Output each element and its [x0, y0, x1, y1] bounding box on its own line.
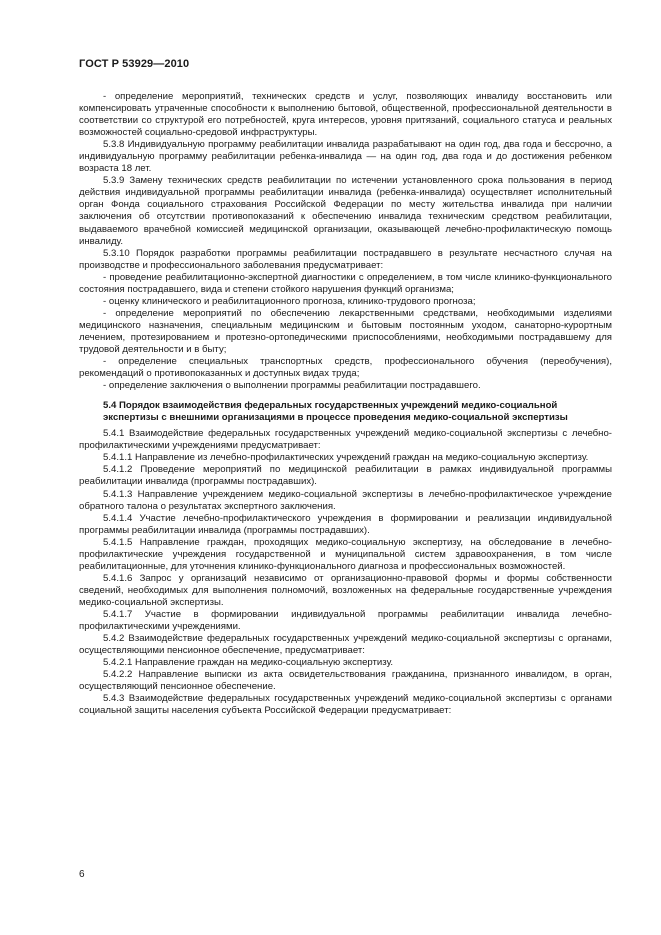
document-header: ГОСТ Р 53929—2010 — [79, 58, 190, 70]
paragraph: - оценку клинического и реабилитационного прогноза, клинико-трудового прогноза; — [103, 295, 476, 307]
document-body — [79, 91, 612, 717]
paragraph: 5.4.1.1 Направление из лечебно-профилактических учреждений граждан на медико-социальную экспертизу. — [103, 452, 589, 464]
paragraph: - определение мероприятий по обеспечению лекарственными средствами, необходимыми изделиями медицинского назначения, специальным медицинским и бытовым постоянным уходом, санаторно-курортным лечением, протезированием и протезно-ортопедическими приспособлениями, необходимыми пострадавшему для трудовой деятельности и в быту; — [79, 307, 612, 355]
paragraph: 5.4.2.1 Направление граждан на медико-социальную экспертизу. — [103, 657, 394, 669]
paragraph: 5.4.1.3 Направление учреждением медико-социальной экспертизы в лечебно-профилактическое учреждение обратного талона о результатах экспертного заключения. — [79, 488, 612, 512]
paragraph: 5.4.1.4 Участие лечебно-профилактического учреждения в формировании и реализации индивидуальной программы реабилитации инвалида (программы пострадавших). — [79, 512, 612, 536]
paragraph: 5.4.1.7 Участие в формировании индивидуальной программы реабилитации инвалида лечебно-профилактическими учреждениями. — [79, 608, 612, 633]
paragraph: 5.3.10 Порядок разработки программы реабилитации пострадавшего в результате несчастного случая на производстве и профессионального заболевания предусматривает: — [79, 247, 612, 271]
paragraph: 5.3.9 Замену технических средств реабилитации по истечении установленного срока пользования в период действия индивидуальной программы реабилитации инвалида (ребенка-инвалида) осуществляет исполнительный орган Фонда социального страхования Российской Федерации по месту жительства инвалида при наличии заключения об отсутствии противопоказаний к обеспечению инвалида техническим средством реабилитации, выдаваемого врачебной комиссией медицинской организации, оказывающей лечебно-профилактическую помощь инвалиду. — [79, 175, 612, 247]
paragraph: 5.3.8 Индивидуальную программу реабилитации инвалида разрабатывают на один год, два года и бессрочно, а индивидуальную программу реабилитации ребенка-инвалида — на один год, два года и до достижения ребенком возраста 18 лет. — [79, 139, 612, 175]
paragraph: 5.4.3 Взаимодействие федеральных государственных учреждений медико-социальной экспертизы с органами социальной защиты населения субъекта Российской Федерации предусматривает: — [79, 693, 612, 717]
paragraph: 5.4.2 Взаимодействие федеральных государственных учреждений медико-социальной экспертизы с органами, осуществляющими пенсионное обеспечение, предусматривает: — [79, 633, 612, 657]
paragraph: - определение мероприятий, технических средств и услуг, позволяющих инвалиду восстановить или компенсировать утраченные способности к выполнению бытовой, общественной, профессиональной деятельности в соответствии со структурой его потребностей, круга интересов, уровня притязаний, социального статуса и реальных возможностей социально-средовой инфраструктуры. — [79, 91, 612, 139]
paragraph: - определение специальных транспортных средств, профессионального обучения (переобучения), рекомендаций о противопоказанных и доступных видах труда; — [79, 356, 612, 380]
paragraph: - определение заключения о выполнении программы реабилитации пострадавшего. — [103, 380, 481, 392]
paragraph: - проведение реабилитационно-экспертной диагностики с определением, в том числе клинико-функционального состояния пострадавшего, вида и степени стойкого нарушения функций организма; — [79, 271, 612, 295]
paragraph: 5.4.2.2 Направление выписки из акта освидетельствования гражданина, признанного инвалидом, в орган, осуществляющий пенсионное обеспечение. — [79, 669, 612, 693]
paragraph: 5.4.1.2 Проведение мероприятий по медицинской реабилитации в рамках индивидуальной программы реабилитации инвалида (программы пострадавших). — [79, 464, 612, 488]
section-title: 5.4 Порядок взаимодействия федеральных государственных учреждений медико-социальной экспертизы с внешними организациями в процессе проведения медико-социальной экспертизы — [103, 400, 568, 424]
paragraph: 5.4.1.5 Направление граждан, проходящих медико-социальную экспертизу, на обследование в лечебно-профилактические учреждения государственной и муниципальной систем здравоохранения, в том числе реабилитационные, для уточнения клинико-функционального диагноза и профессиональных возможностей. — [79, 536, 612, 572]
paragraph: 5.4.1 Взаимодействие федеральных государственных учреждений медико-социальной экспертизы с лечебно-профилактическими учреждениями предусматривает: — [79, 428, 612, 452]
paragraph: 5.4.1.6 Запрос у организаций независимо от организационно-правовой формы и формы собственности сведений, необходимых для выполнения полномочий, возложенных на федеральные государственные учреждения медико-социальной экспертизы. — [79, 572, 612, 608]
page-number: 6 — [79, 869, 85, 880]
